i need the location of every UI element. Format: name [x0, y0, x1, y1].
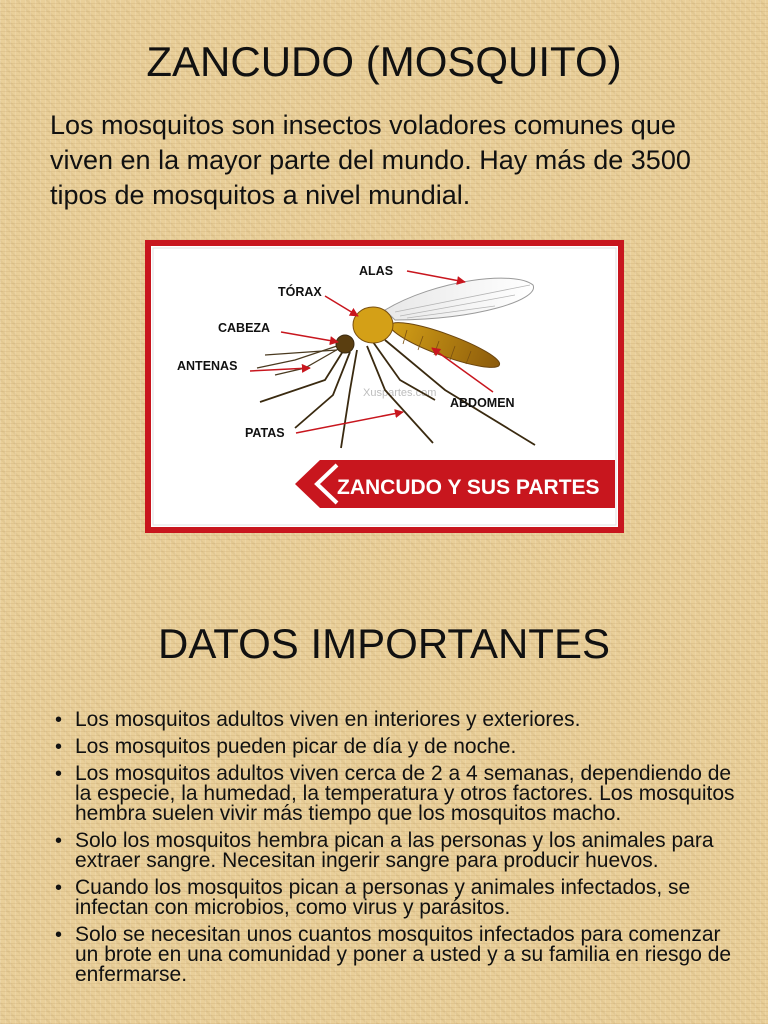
- label-alas: ALAS: [359, 264, 394, 278]
- facts-list: [55, 710, 745, 992]
- list-item-text: Los mosquitos adultos viven cerca de 2 a 4 semanas, dependiendo de la especie, la humedad, la temperatura y otros factores. Los mosquitos hembra suelen vivir más tiempo que los mosquitos macho.: [75, 762, 735, 825]
- list-item-text: Los mosquitos adultos viven en interiores y exteriores.: [75, 708, 581, 731]
- banner: [295, 460, 615, 508]
- label-patas: PATAS: [245, 426, 285, 440]
- head-shape: [336, 335, 354, 353]
- list-item-text: Los mosquitos pueden picar de día y de noche.: [75, 735, 517, 758]
- bullet-icon: •: [55, 763, 63, 785]
- section-title: DATOS IMPORTANTES: [158, 620, 610, 667]
- list-item: [55, 925, 745, 985]
- label-antenas: ANTENAS: [177, 359, 238, 373]
- label-torax: TÓRAX: [278, 285, 322, 299]
- list-item: [55, 710, 745, 730]
- list-item-text: Solo los mosquitos hembra pican a las personas y los animales para extraer sangre. Necesitan ingerir sangre para producir huevos.: [75, 829, 714, 872]
- list-item: [55, 878, 745, 918]
- bullet-icon: •: [55, 709, 63, 731]
- thorax-shape: [353, 307, 393, 343]
- list-item-text: Solo se necesitan unos cuantos mosquitos infectados para comenzar un brote en una comunidad y poner a usted y a su familia en riesgo de enfermarse.: [75, 923, 732, 986]
- banner-text: ZANCUDO Y SUS PARTES: [337, 476, 600, 499]
- label-cabeza: CABEZA: [218, 321, 271, 335]
- bullet-icon: •: [55, 736, 63, 758]
- page-title: ZANCUDO (MOSQUITO): [146, 38, 622, 85]
- list-item: [55, 737, 745, 757]
- intro-paragraph: Los mosquitos son insectos voladores comunes que viven en la mayor parte del mundo. Hay más de 3500 tipos de mosquitos a nivel mundial.: [50, 110, 691, 210]
- label-abdomen: ABDOMEN: [450, 396, 515, 410]
- mosquito-diagram: [145, 240, 624, 533]
- list-item: [55, 764, 745, 824]
- bullet-icon: •: [55, 830, 63, 852]
- bullet-icon: •: [55, 877, 63, 899]
- watermark-text: Xuspartes.com: [363, 387, 437, 399]
- list-item: [55, 831, 745, 871]
- list-item-text: Cuando los mosquitos pican a personas y animales infectados, se infectan con microbios, como virus y parásitos.: [75, 876, 691, 919]
- bullet-icon: •: [55, 924, 63, 946]
